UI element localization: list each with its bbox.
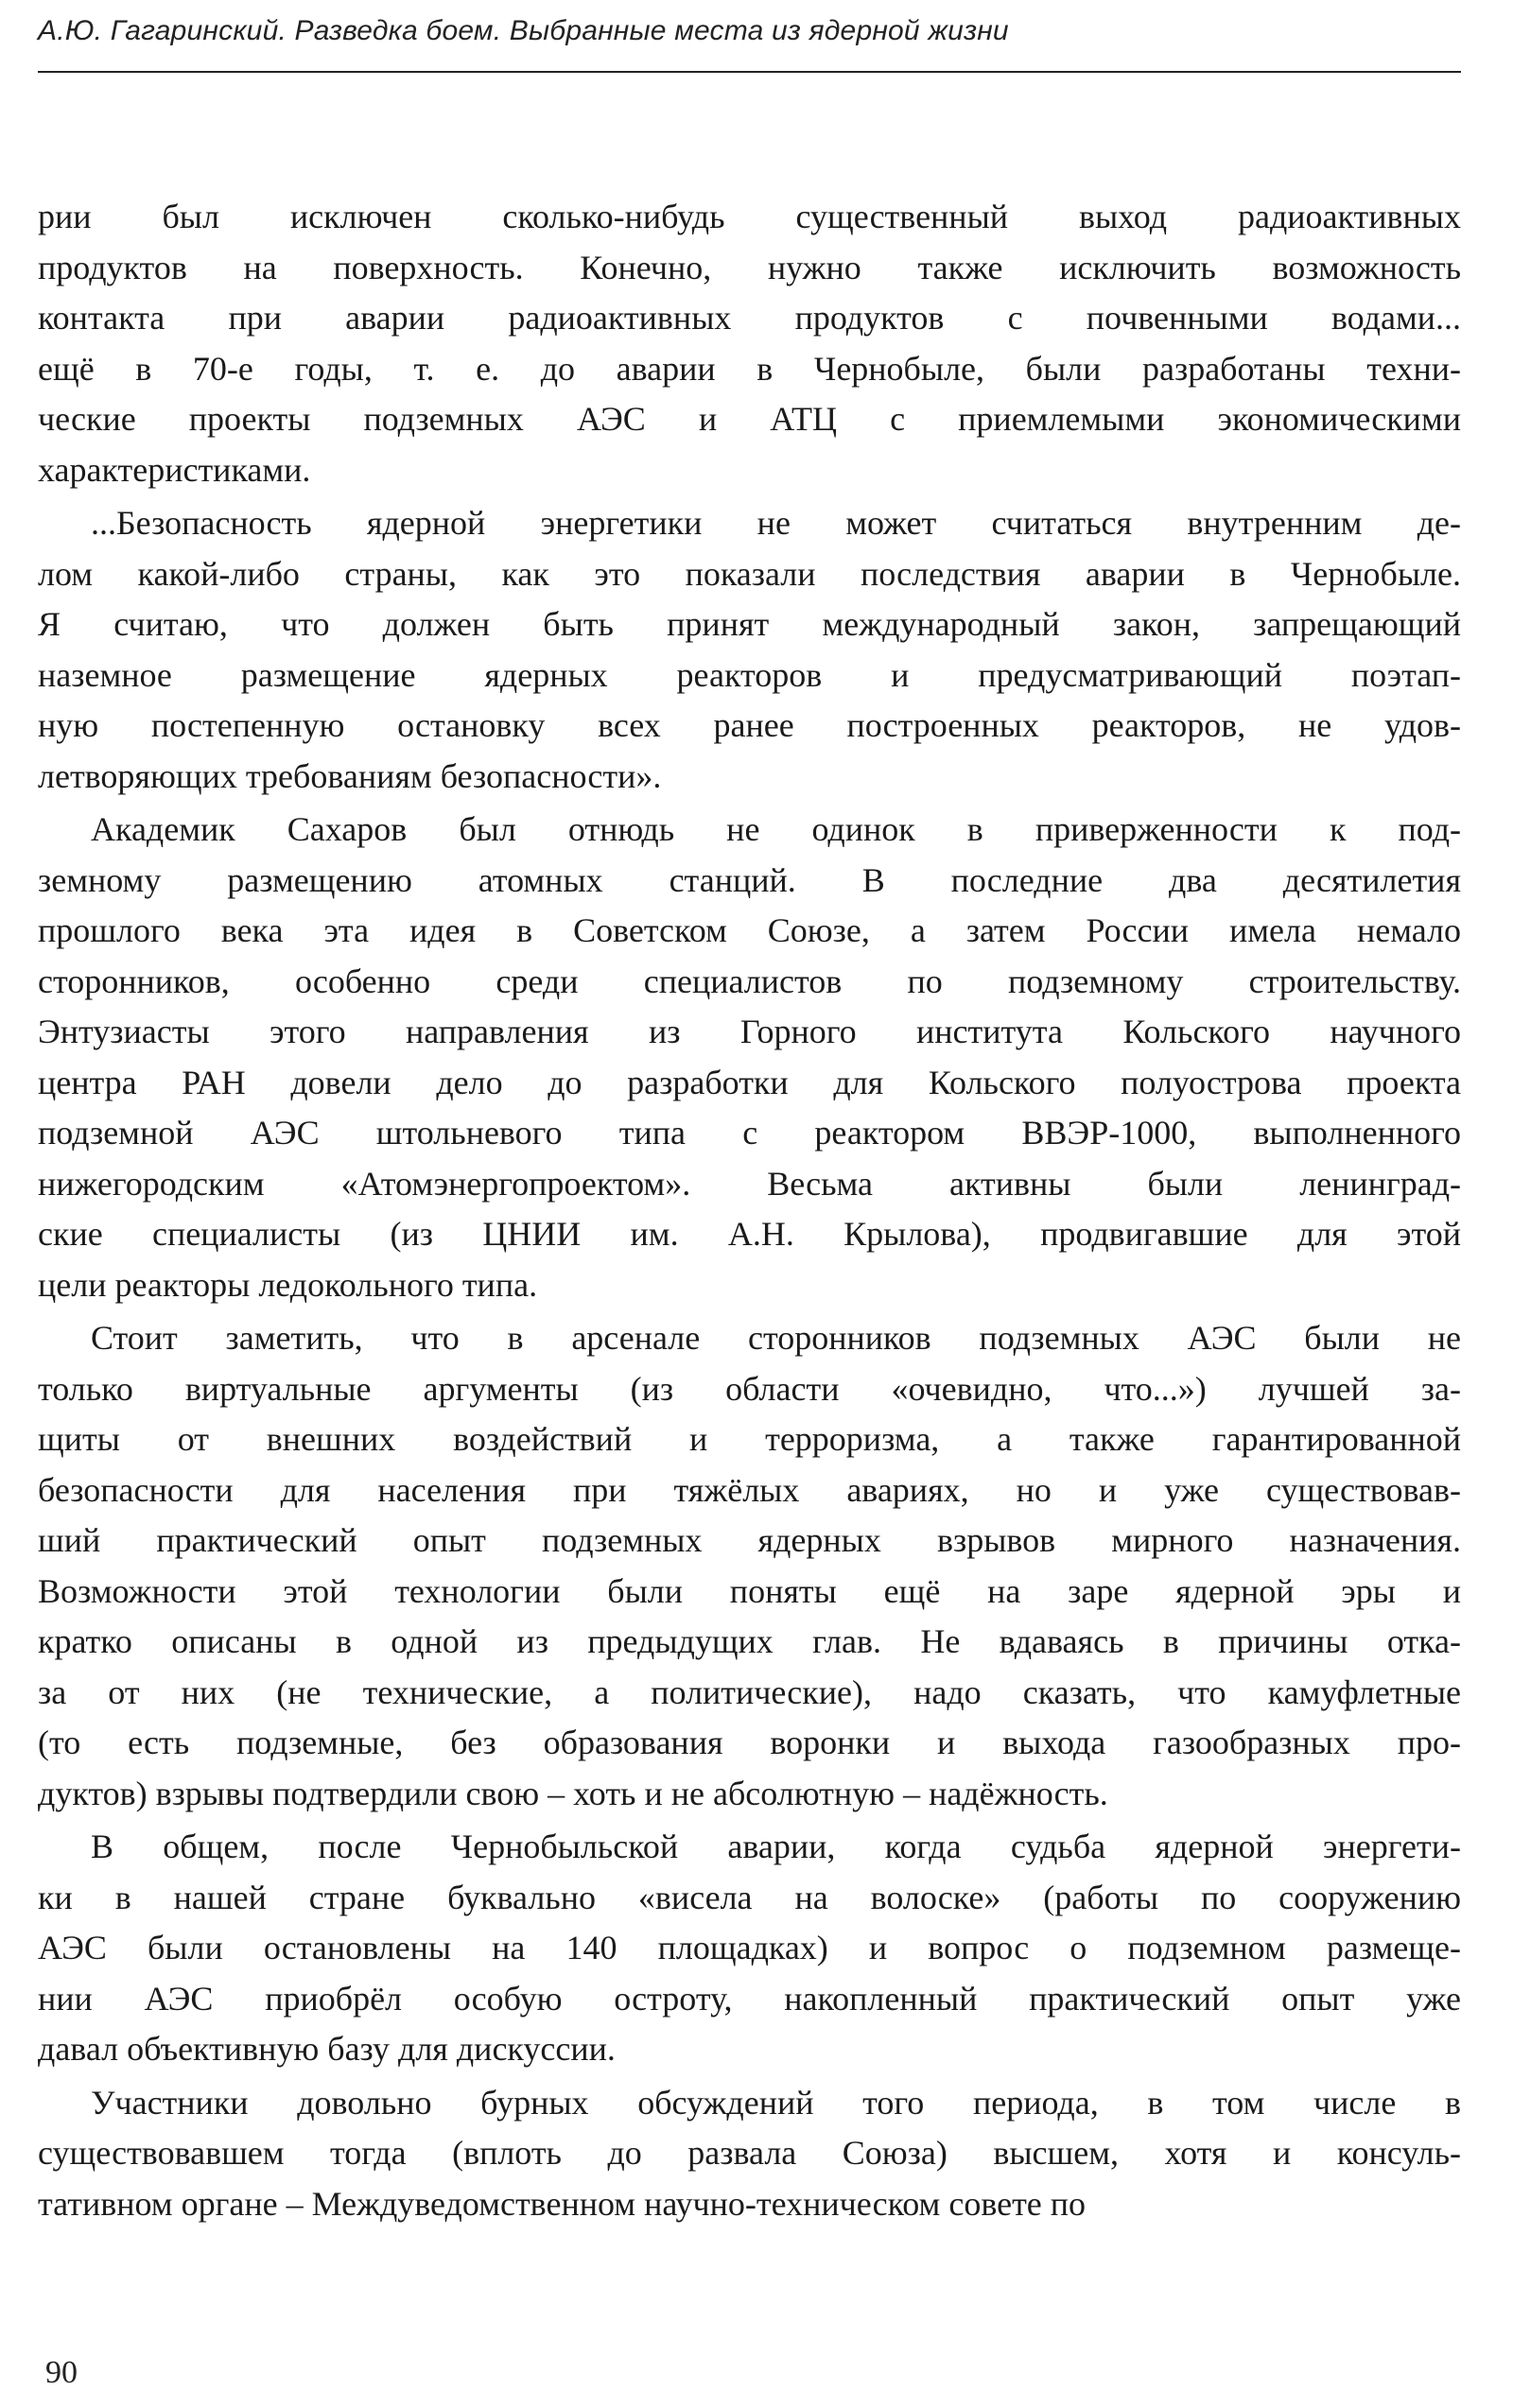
text-line: щиты от внешних воздействий и терроризма, а также гарантированной <box>38 1420 1461 1458</box>
text-line: кратко описаны в одной из предыдущих глав. Не вдаваясь в причины отка- <box>38 1622 1461 1660</box>
text-line: ную постепенную остановку всех ранее построенных реакторов, не удов- <box>38 706 1461 744</box>
text-line: характеристиками. <box>38 450 311 489</box>
text-line: сторонников, особенно среди специалистов по подземному строительству. <box>38 961 1461 1000</box>
text-line: Я считаю, что должен быть принят международный закон, запрещающий <box>38 605 1461 643</box>
text-line: центра РАН довели дело до разработки для Кольского полуострова проекта <box>38 1063 1461 1101</box>
text-line: давал объективную базу для дискуссии. <box>38 2030 616 2068</box>
text-line: ские специалисты (из ЦНИИ им. А.Н. Крылова), продвигавшие для этой <box>38 1215 1461 1253</box>
text-line: наземное размещение ядерных реакторов и предусматривающий поэтап- <box>38 655 1461 694</box>
text-line: В общем, после Чернобыльской аварии, когда судьба ядерной энергети- <box>91 1828 1461 1865</box>
text-line: существовавшем тогда (вплоть до развала Союза) высшем, хотя и консуль- <box>38 2134 1461 2172</box>
text-line: безопасности для населения при тяжёлых авариях, но и уже существовав- <box>38 1470 1461 1509</box>
text-line: Стоит заметить, что в арсенале сторонников подземных АЭС были не <box>91 1319 1461 1357</box>
text-line: подземной АЭС штольневого типа с реактором ВВЭР-1000, выполненного <box>38 1114 1461 1152</box>
text-line: Возможности этой технологии были поняты ещё на заре ядерной эры и <box>38 1571 1461 1610</box>
text-line: земному размещению атомных станций. В последние два десятилетия <box>38 860 1461 899</box>
running-header: А.Ю. Гагаринский. Разведка боем. Выбранные места из ядерной жизни <box>38 15 1009 46</box>
paragraph <box>38 498 1461 802</box>
text-line: лом какой-либо страны, как это показали последствия аварии в Чернобыле. <box>38 554 1461 593</box>
header-rule <box>38 71 1461 73</box>
text-line: рии был исключен сколько-нибудь существенный выход радиоактивных <box>38 198 1461 235</box>
text-line: ...Безопасность ядерной энергетики не может считаться внутренним де- <box>91 504 1461 542</box>
text-line: ки в нашей стране буквально «висела на волоске» (работы по сооружению <box>38 1878 1461 1916</box>
text-line: ший практический опыт подземных ядерных взрывов мирного назначения. <box>38 1521 1461 1559</box>
text-line: нижегородским «Атомэнергопроектом». Весьма активны были ленинград- <box>38 1164 1461 1203</box>
text-line: ческие проекты подземных АЭС и АТЦ с приемлемыми экономическими <box>38 400 1461 438</box>
paragraph <box>38 1313 1461 1819</box>
text-line: за от них (не технические, а политические), надо сказать, что камуфлетные <box>38 1672 1461 1711</box>
paragraph <box>38 2078 1461 2230</box>
body-text <box>38 192 1461 2229</box>
page-number: 90 <box>45 2355 78 2390</box>
text-line: прошлого века эта идея в Советском Союзе, а затем России имела немало <box>38 911 1461 949</box>
text-line: Академик Сахаров был отнюдь не одинок в приверженности к под- <box>91 810 1461 848</box>
text-line: летворяющих требованиям безопасности». <box>38 756 662 795</box>
text-line: Участники довольно бурных обсуждений того периода, в том числе в <box>91 2083 1461 2122</box>
text-line: ещё в 70-е годы, т. е. до аварии в Чернобыле, были разработаны техни- <box>38 349 1461 388</box>
text-line: нии АЭС приобрёл особую остроту, накопленный практический опыт уже <box>38 1979 1461 2018</box>
text-line: тативном органе – Междуведомственном научно-техническом совете по <box>38 2184 1087 2223</box>
paragraph <box>38 192 1461 495</box>
text-line: (то есть подземные, без образования воронки и выхода газообразных про- <box>38 1724 1461 1761</box>
text-line: контакта при аварии радиоактивных продуктов с почвенными водами... <box>38 299 1461 337</box>
text-line: АЭС были остановлены на 140 площадках) и вопрос о подземном размеще- <box>38 1929 1461 1966</box>
text-line: только виртуальные аргументы (из области «очевидно, что...») лучшей за- <box>38 1369 1461 1408</box>
paragraph <box>38 805 1461 1310</box>
paragraph <box>38 1822 1461 2075</box>
text-line: дуктов) взрывы подтвердили свою – хоть и не абсолютную – надёжность. <box>38 1774 1108 1812</box>
text-line: продуктов на поверхность. Конечно, нужно также исключить возможность <box>38 248 1461 286</box>
text-line: цели реакторы ледокольного типа. <box>38 1265 538 1304</box>
text-line: Энтузиасты этого направления из Горного института Кольского научного <box>38 1013 1461 1050</box>
